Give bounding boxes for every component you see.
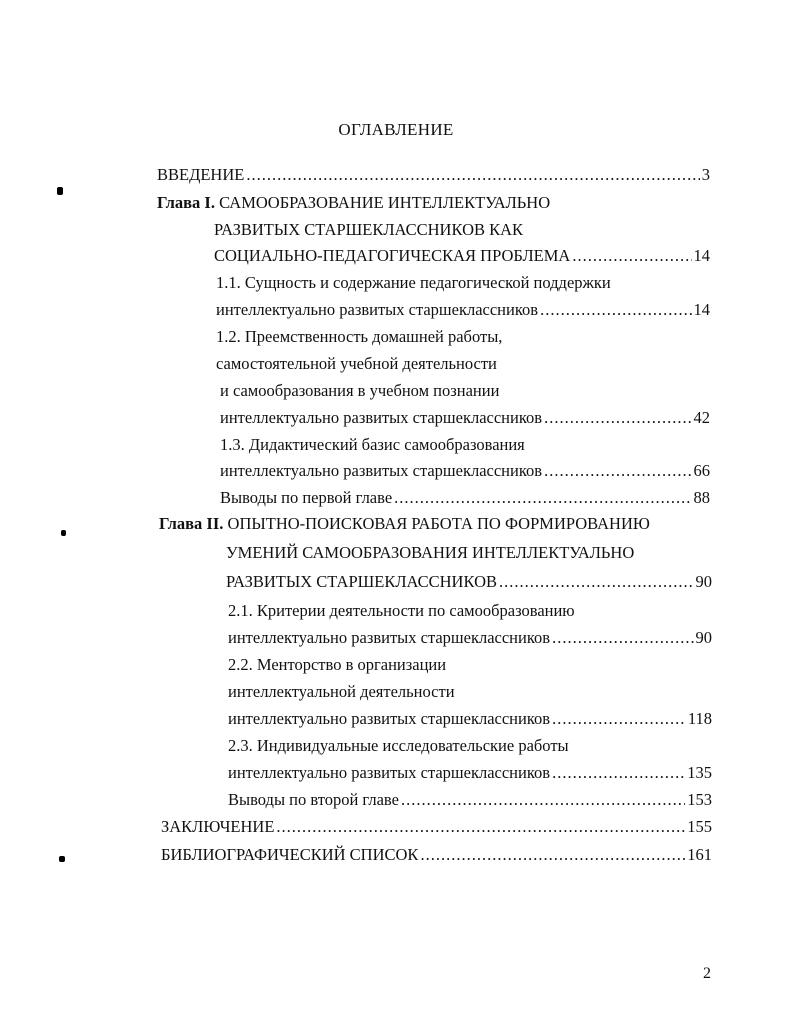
dot-leader: [540, 297, 691, 323]
toc-chapter-1-line2: РАЗВИТЫХ СТАРШЕКЛАССНИКОВ КАК: [214, 220, 524, 239]
dot-leader: [401, 787, 685, 813]
toc-page-number: 14: [693, 300, 710, 319]
toc-conclusions-2: Выводы по второй главе ..... 153: [228, 787, 712, 813]
toc-entry-bibliography: БИБЛИОГРАФИЧЕСКИЙ СПИСОК ..... 161: [161, 842, 712, 868]
toc-page-number: 118: [687, 709, 712, 728]
scan-mark: [61, 530, 66, 536]
toc-section-1-1-line2: интеллектуально развитых старшеклассников ..... 14: [216, 297, 710, 323]
toc-page-number: 153: [687, 790, 712, 809]
toc-page-number: 42: [693, 408, 710, 427]
toc-entry-text: ВВЕДЕНИЕ: [157, 165, 245, 184]
toc-page-number: 66: [693, 461, 710, 480]
toc-page-number: 90: [695, 628, 712, 647]
dot-leader: [552, 625, 693, 651]
toc-entry-conclusion: ЗАКЛЮЧЕНИЕ ..... 155: [161, 814, 712, 840]
chapter-title-line: САМООБРАЗОВАНИЕ ИНТЕЛЛЕКТУАЛЬНО: [219, 193, 551, 212]
toc-page-number: 3: [701, 165, 710, 184]
chapter-label: Глава I.: [157, 193, 215, 212]
scan-mark: [57, 187, 63, 195]
toc-chapter-1-line3: СОЦИАЛЬНО-ПЕДАГОГИЧЕСКАЯ ПРОБЛЕМА ..... 14: [214, 243, 710, 269]
dot-leader: [276, 814, 685, 840]
toc-page-number: 90: [695, 572, 712, 591]
toc-section-1-3: 1.3. Дидактический базис самообразования: [220, 435, 525, 454]
toc-entry-intro: [157, 162, 710, 188]
chapter-title-line: ОПЫТНО-ПОИСКОВАЯ РАБОТА ПО ФОРМИРОВАНИЮ: [227, 514, 650, 533]
toc-section-1-2-line2: самостоятельной учебной деятельности: [216, 354, 497, 373]
toc-section-1-3-line2: интеллектуально развитых старшеклассников ..... 66: [220, 458, 710, 484]
toc-chapter-2-line2: УМЕНИЙ САМООБРАЗОВАНИЯ ИНТЕЛЛЕКТУАЛЬНО: [226, 543, 635, 562]
toc-section-1-2-line4: интеллектуально развитых старшеклассников ..... 42: [220, 405, 710, 431]
toc-section-2-3-line2: интеллектуально развитых старшеклассников ..... 135: [228, 760, 712, 786]
scan-mark: [59, 856, 65, 862]
toc-section-2-3: 2.3. Индивидуальные исследовательские работы: [228, 736, 569, 755]
dot-leader: [246, 162, 699, 188]
toc-section-1-2-line3: и самообразования в учебном познании: [220, 381, 500, 400]
toc-page-number: 135: [687, 763, 712, 782]
toc-chapter-2-heading: [159, 511, 650, 537]
toc-section-2-2-line2: интеллектуальной деятельности: [228, 682, 455, 701]
toc-chapter-1-heading: [157, 190, 550, 216]
toc-page-number: 14: [693, 246, 710, 265]
toc-page-number: 161: [687, 845, 712, 864]
chapter-label: Глава II.: [159, 514, 224, 533]
toc-section-2-2-line3: интеллектуально развитых старшеклассников ..... 118: [228, 706, 712, 732]
toc-section-2-2: 2.2. Менторство в организации: [228, 655, 447, 674]
dot-leader: [552, 706, 686, 732]
dot-leader: [499, 569, 694, 595]
dot-leader: [572, 243, 691, 269]
page-title: ОГЛАВЛЕНИЕ: [338, 120, 454, 139]
toc-conclusions-1: Выводы по первой главе ..... 88: [220, 485, 710, 511]
toc-page-number: 88: [693, 488, 710, 507]
toc-page-number: 155: [687, 817, 712, 836]
dot-leader: [420, 842, 685, 868]
toc-chapter-2-line3: РАЗВИТЫХ СТАРШЕКЛАССНИКОВ ..... 90: [226, 569, 712, 595]
toc-section-2-1-line2: интеллектуально развитых старшеклассников ..... 90: [228, 625, 712, 651]
dot-leader: [394, 485, 691, 511]
dot-leader: [544, 458, 691, 484]
dot-leader: [552, 760, 685, 786]
toc-section-1-2: 1.2. Преемственность домашней работы,: [216, 327, 503, 346]
toc-section-1-1: 1.1. Сущность и содержание педагогической поддержки: [216, 273, 611, 292]
dot-leader: [544, 405, 691, 431]
page-number: 2: [703, 965, 711, 982]
toc-section-2-1: 2.1. Критерии деятельности по самообразованию: [228, 601, 575, 620]
